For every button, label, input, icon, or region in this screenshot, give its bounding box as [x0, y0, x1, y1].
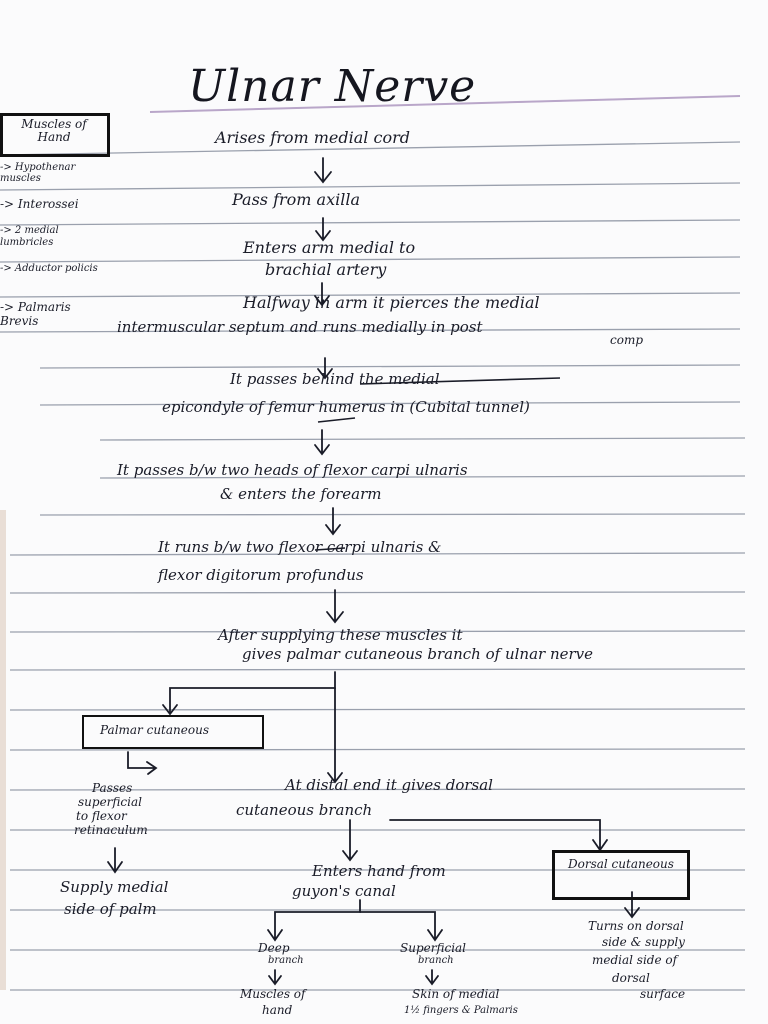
dorsal-note: side & supply — [602, 935, 685, 949]
flow-step: flexor digitorum profundus — [158, 566, 364, 584]
muscle-item: -> 2 medial lumbricles — [0, 225, 59, 248]
deep-branch-label: Deep — [258, 941, 290, 955]
flow-step: gives palmar cutaneous branch of ulnar nerve — [242, 645, 594, 663]
deep-branch-target: hand — [262, 1003, 293, 1017]
superficial-branch-label: Superficial — [400, 941, 467, 955]
flow-step: Pass from axilla — [232, 190, 361, 209]
flow-step: brachial artery — [265, 260, 387, 279]
flow-step: After supplying these muscles it — [218, 626, 463, 644]
deep-branch-target: Muscles of — [240, 987, 306, 1001]
dorsal-note: cutaneous branch — [236, 801, 373, 819]
muscle-item: -> Interossei — [0, 197, 79, 211]
flow-step: Enters arm medial to — [243, 238, 416, 257]
palmar-note: Passes — [92, 781, 133, 795]
palmar-cutaneous-label: Palmar cutaneous — [100, 723, 209, 737]
muscles-heading: Muscles of Hand — [21, 117, 87, 144]
muscle-item: -> Palmaris Brevis — [0, 300, 71, 328]
flow-step: & enters the forearm — [220, 485, 382, 503]
muscle-item: -> Adductor policis — [0, 263, 98, 274]
palmar-note: superficial — [78, 795, 142, 809]
guyon-note: Enters hand from — [312, 862, 446, 880]
guyon-note: guyon's canal — [292, 882, 396, 900]
palmar-note: retinaculum — [74, 823, 148, 837]
palmar-supply: Supply medial — [60, 878, 169, 896]
superficial-branch-target: 1½ fingers & Palmaris — [404, 1005, 518, 1016]
flow-step: epicondyle of femur humerus in (Cubital tunnel) — [162, 398, 530, 416]
dorsal-note: surface — [640, 987, 686, 1001]
flow-step: It runs b/w two flexor carpi ulnaris & — [158, 538, 442, 556]
dorsal-note: Turns on dorsal — [588, 919, 684, 933]
palmar-note: to flexor — [76, 809, 127, 823]
dorsal-cutaneous-label: Dorsal cutaneous — [568, 857, 674, 871]
superficial-branch-target: Skin of medial — [412, 987, 500, 1001]
superficial-branch-label: branch — [418, 955, 454, 966]
flow-step: Arises from medial cord — [215, 128, 410, 147]
flow-step: It passes b/w two heads of flexor carpi ulnaris — [117, 461, 468, 479]
flow-step: comp — [610, 333, 644, 347]
dorsal-note: dorsal — [612, 971, 650, 985]
flow-step: It passes behind the medial — [230, 370, 440, 388]
flow-step: intermuscular septum and runs medially in post — [117, 318, 483, 336]
deep-branch-label: branch — [268, 955, 304, 966]
palmar-supply: side of palm — [64, 900, 157, 918]
flow-step: Halfway in arm it pierces the medial — [243, 293, 540, 312]
page-title: Ulnar Nerve — [188, 61, 477, 112]
muscle-item: -> Hypothenar muscles — [0, 162, 76, 184]
dorsal-note: At distal end it gives dorsal — [285, 776, 493, 794]
dorsal-note: medial side of — [592, 953, 678, 967]
